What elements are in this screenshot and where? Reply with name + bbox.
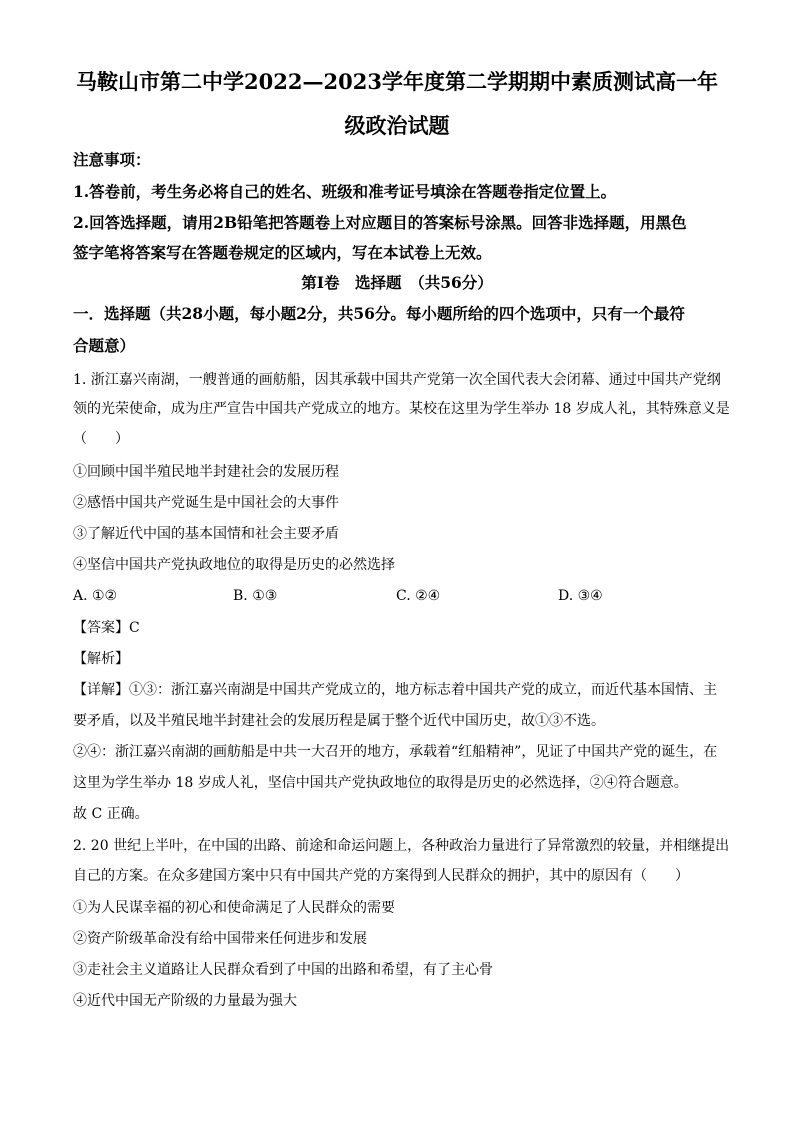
q1-option-a: A. ①② bbox=[73, 588, 118, 604]
exam-title-line2: 级政治试题 bbox=[344, 113, 450, 138]
q1-conclusion: 故 C 正确。 bbox=[73, 806, 149, 822]
q2-item-2: ②资产阶级革命没有给中国带来任何进步和发展 bbox=[73, 931, 367, 947]
notice-item-1: 1.答卷前，考生务必将自己的姓名、班级和准考证号填涂在答题卷指定位置上。 bbox=[73, 182, 617, 201]
notice-heading: 注意事项： bbox=[73, 150, 151, 169]
q1-analysis-tag: 【解析】 bbox=[73, 651, 129, 667]
q1-item-4: ④坚信中国共产党执政地位的取得是历史的必然选择 bbox=[73, 557, 395, 573]
notice-item-2-line2: 签字笔将答案写在答题卷规定的区域内，写在本试卷上无效。 bbox=[73, 243, 492, 262]
q2-stem-line2: 自己的方案。在众多建国方案中只有中国共产党的方案得到人民群众的拥护，其中的原因有（ ） bbox=[73, 868, 689, 884]
q1-item-3: ③了解近代中国的基本国情和社会主要矛盾 bbox=[73, 526, 339, 542]
answer-value: C bbox=[129, 620, 140, 636]
q2-item-3: ③走社会主义道路让人民群众看到了中国的出路和希望，有了主心骨 bbox=[73, 962, 493, 978]
volume-heading: 第Ⅰ卷 选择题 （共56分） bbox=[301, 273, 493, 292]
q1-stem-line1: 1. 浙江嘉兴南湖，一艘普通的画舫船，因其承载中国共产党第一次全国代表大会闭幕、通过中国共产党纲 bbox=[73, 372, 721, 388]
exam-title-line1: 马鞍山市第二中学2022—2023学年度第二学期期中素质测试高一年 bbox=[76, 69, 718, 94]
answer-tag: 【答案】 bbox=[73, 620, 129, 636]
q1-option-b: B. ①③ bbox=[233, 588, 278, 604]
q1-answer-row bbox=[73, 617, 733, 639]
notice-item-2-line1: 2.回答选择题，请用2B铅笔把答题卷上对应题目的答案标号涂黑。回答非选择题，用黑色 bbox=[73, 213, 687, 232]
q1-stem-line2: 领的光荣使命，成为庄严宣告中国共产党成立的地方。某校在这里为学生举办 18 岁成人礼，其特殊意义是 bbox=[73, 401, 730, 417]
q2-stem-line1: 2. 20 世纪上半叶，在中国的出路、前途和命运问题上，各种政治力量进行了异常激烈的较量，并相继提出 bbox=[73, 838, 730, 854]
section-intro-line2: 合题意） bbox=[73, 336, 136, 355]
q1-option-c: C. ②④ bbox=[396, 588, 441, 604]
q1-stem-line3: （ ） bbox=[73, 431, 129, 447]
q1-item-2: ②感悟中国共产党诞生是中国社会的大事件 bbox=[73, 495, 339, 511]
q1-item-1: ①回顾中国半殖民地半封建社会的发展历程 bbox=[73, 464, 339, 480]
q1-detail-line4: 这里为学生举办 18 岁成人礼，坚信中国共产党执政地位的取得是历史的必然选择，②④符合题意。 bbox=[73, 775, 688, 791]
q2-item-1: ①为人民谋幸福的初心和使命满足了人民群众的需要 bbox=[73, 900, 395, 916]
q2-item-4: ④近代中国无产阶级的力量最为强大 bbox=[73, 993, 297, 1009]
section-intro-line1: 一．选择题（共28小题，每小题2分，共56分。每小题所给的四个选项中，只有一个最符 bbox=[73, 304, 685, 323]
q1-detail-line1: 【详解】①③：浙江嘉兴南湖是中国共产党成立的，地方标志着中国共产党的成立，而近代基本国情、主 bbox=[73, 682, 717, 698]
q1-detail-line3: ②④：浙江嘉兴南湖的画舫船是中共一大召开的地方，承载着“红船精神”，见证了中国共产党的诞生，在 bbox=[73, 744, 718, 760]
q1-option-d: D. ③④ bbox=[558, 588, 603, 604]
q1-detail-line2: 要矛盾，以及半殖民地半封建社会的发展历程是属于整个近代中国历史，故①③不选。 bbox=[73, 713, 605, 729]
